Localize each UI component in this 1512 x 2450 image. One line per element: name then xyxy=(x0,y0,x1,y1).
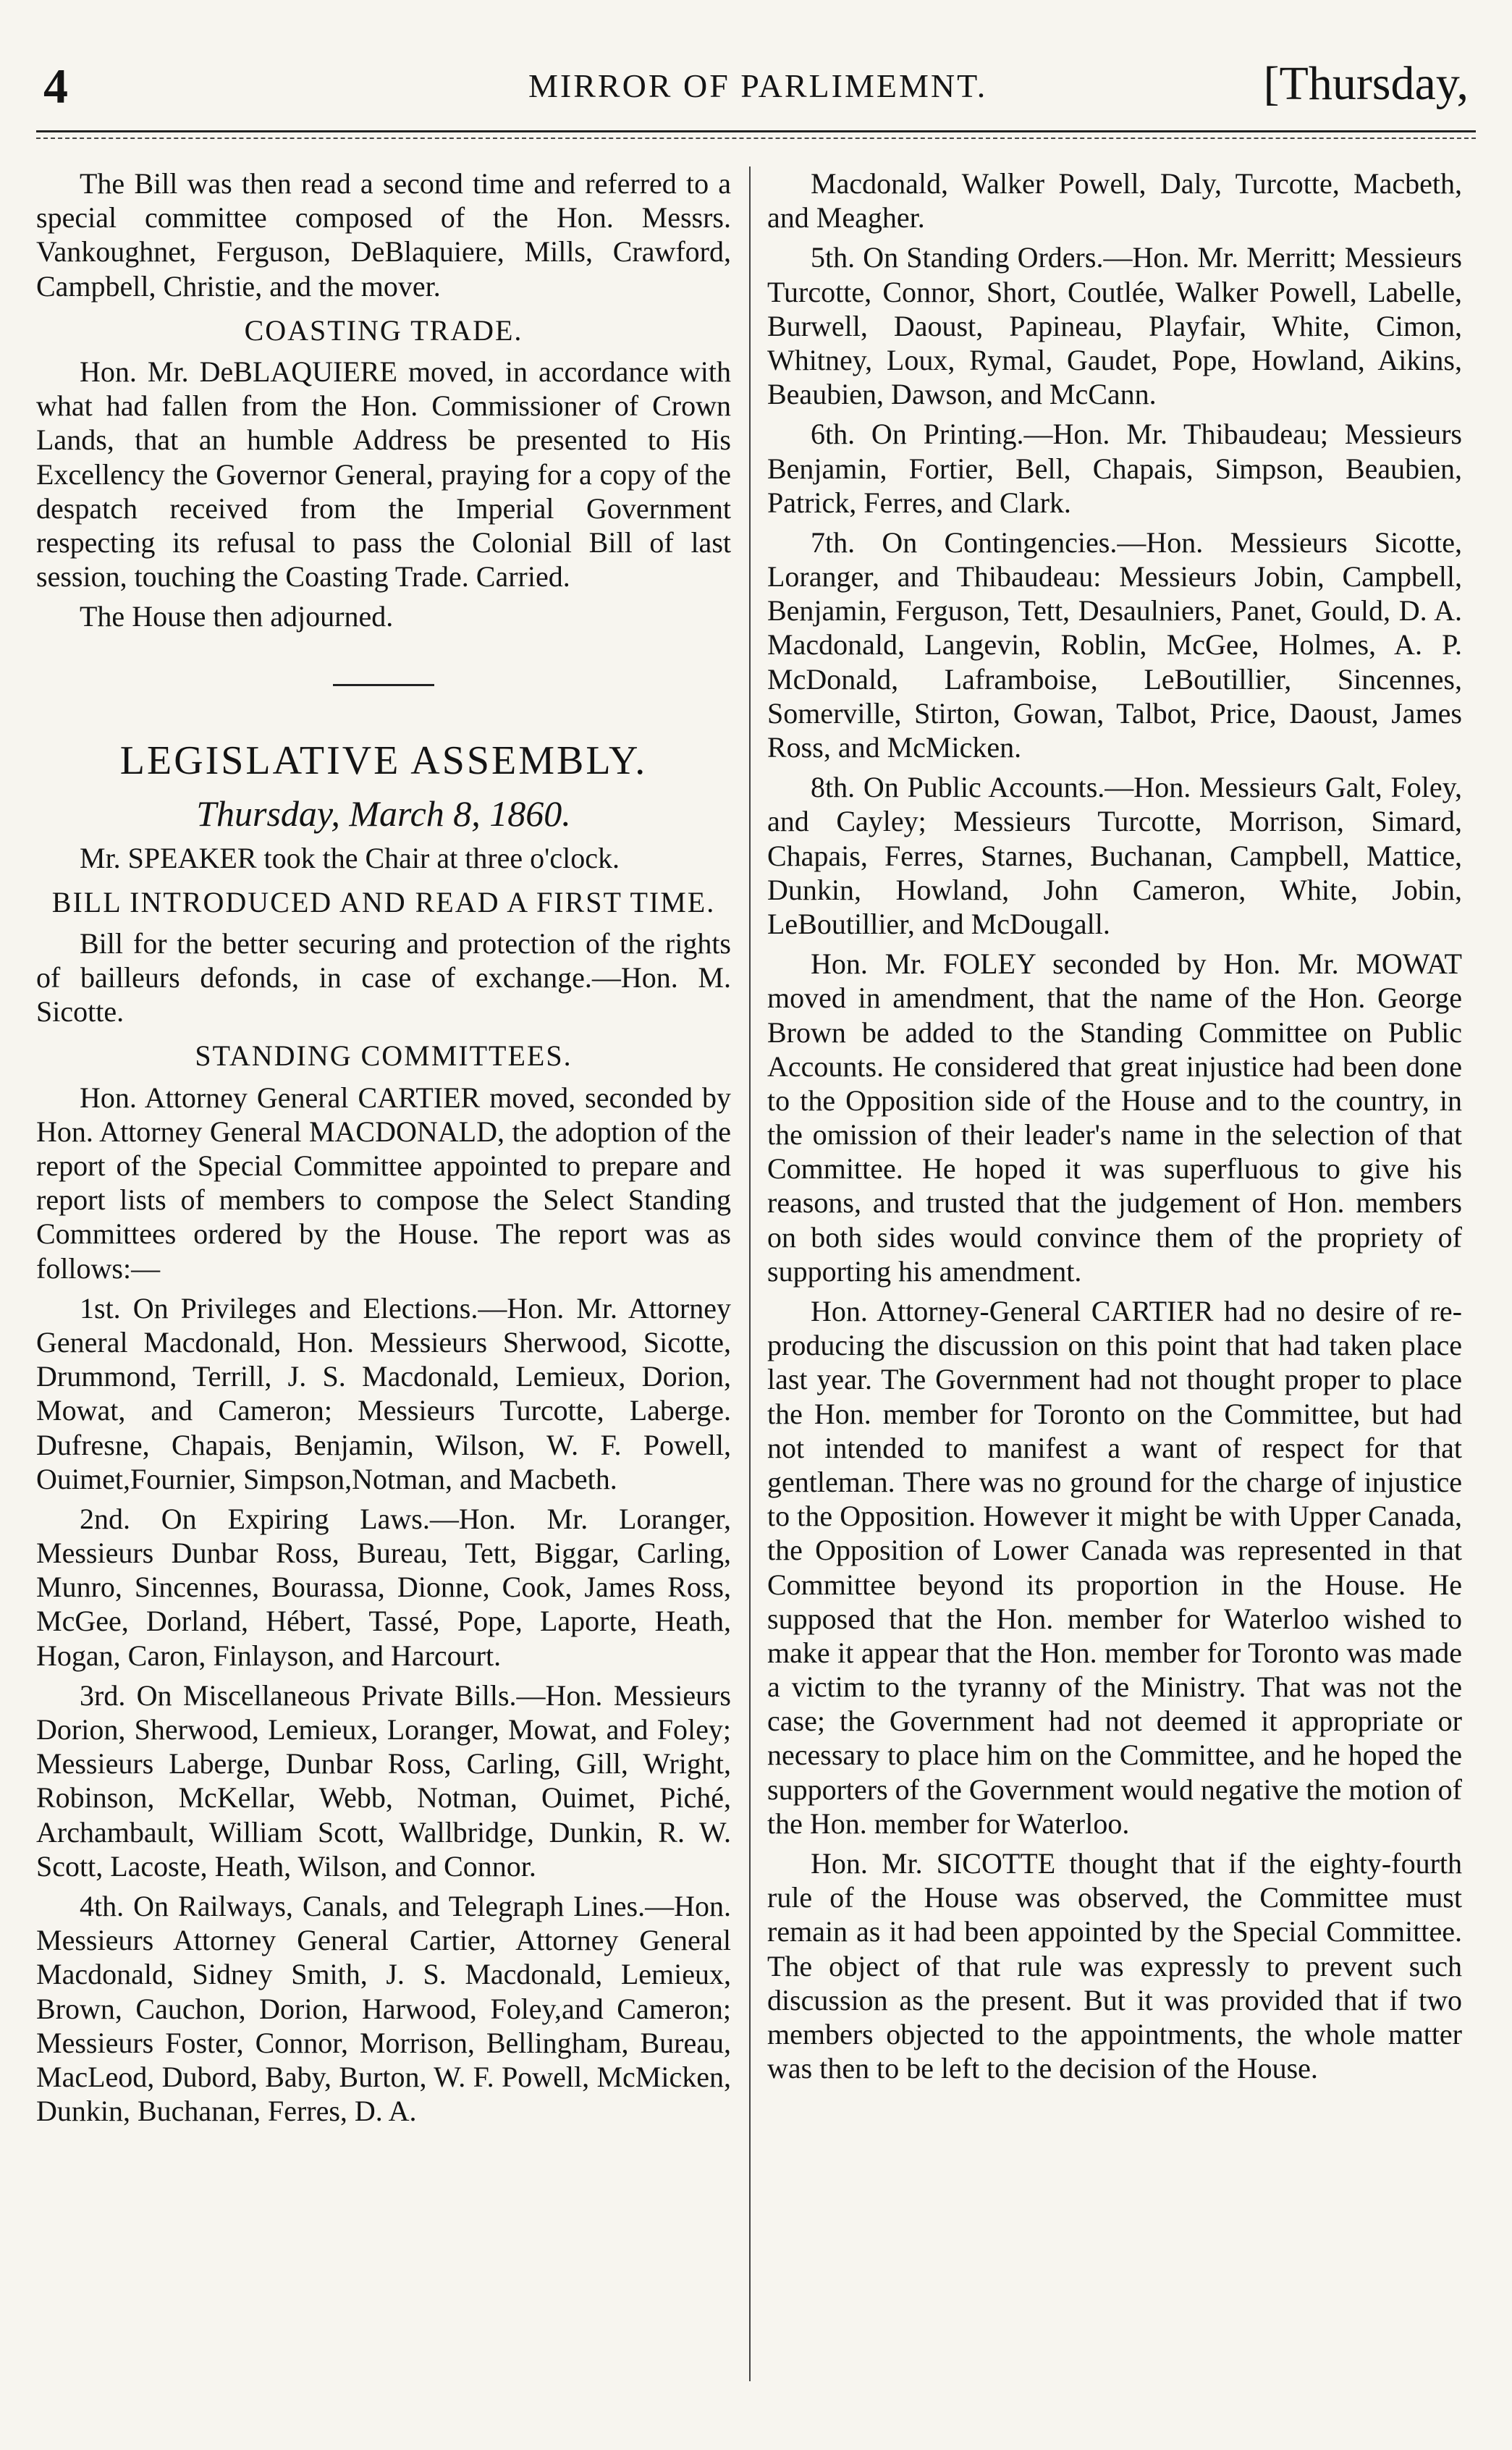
paragraph: Mr. SPEAKER took the Chair at three o'clock. xyxy=(80,841,620,874)
page-header xyxy=(36,51,1476,132)
paragraph: Hon. Attorney General CARTIER moved, seconded by Hon. Attorney General MACDONALD, the adoption of the report of the Special Committee appointed to prepare and report lists of members to compose the Select Standing Committees ordered by the House. The report was as follows:— xyxy=(36,1081,731,1285)
publication-title: MIRROR OF PARLIMEMNT. xyxy=(528,67,988,104)
paragraph: 6th. On Printing.—Hon. Mr. Thibaudeau; Messieurs Benjamin, Fortier, Bell, Chapais, Simpson, Beaubien, Patrick, Ferres, and Clark. xyxy=(767,418,1462,519)
right-column xyxy=(767,166,1462,2091)
page-number: 4 xyxy=(43,59,68,114)
section-heading: COASTING TRADE. xyxy=(244,313,523,347)
paragraph: Bill for the better securing and protection of the rights of bailleurs defonds, in case of exchange.—Hon. M. Sicotte. xyxy=(36,926,731,1028)
short-rule xyxy=(333,684,434,686)
paragraph: 2nd. On Expiring Laws.—Hon. Mr. Loranger, Messieurs Dunbar Ross, Bureau, Tett, Biggar, Carling, Munro, Sincennes, Bourassa, Dionne, Cook, James Ross, McGee, Dorland, Hébert, Tassé, Pope, Laporte, Heath, Hogan, Caron, Finlayson, and Harcourt. xyxy=(36,1502,731,1672)
paragraph: 3rd. On Miscellaneous Private Bills.—Hon. Messieurs Dorion, Sherwood, Lemieux, Loranger, Mowat, and Foley; Messieurs Laberge, Dunbar Ross, Carling, Gill, Wright, Robinson, McKellar, Webb, Notman, Ouimet, Piché, Archambault, William Scott, Wallbridge, Dunkin, R. W. Scott, Lacoste, Heath, Wilson, and Connor. xyxy=(36,1678,731,1883)
paragraph: 4th. On Railways, Canals, and Telegraph Lines.—Hon. Messieurs Attorney General Cartier, Attorney General Macdonald, Sidney Smith, J. S. Macdonald, Lemieux, Brown, Cauchon, Dorion, Harwood, Foley,and Cameron; Messieurs Foster, Connor, Morrison, Bellingham, Bureau, MacLeod, Dubord, Baby, Burton, W. F. Powell, McMicken, Dunkin, Buchanan, Ferres, D. A. xyxy=(36,1889,731,2128)
paragraph: Hon. Mr. FOLEY seconded by Hon. Mr. MOWAT moved in amendment, that the name of the Hon. George Brown be added to the Standing Committee on Public Accounts. He considered that great injustice had been done to the Opposition side of the House and to the country, in the omission of their leader's name in the selection of that Committee. He hoped it was superfluous to give his reasons, and trusted that the judgement of Hon. members on both sides would convince them of the propriety of supporting his amendment. xyxy=(767,947,1462,1288)
page xyxy=(36,29,1476,2417)
paragraph: Hon. Mr. SICOTTE thought that if the eighty-fourth rule of the House was observed, the Committee must remain as it had been appointed by the Special Committee. The object of that rule was expressly to prevent such discussion as the present. But it was provided that if two members objected to the appointments, the whole matter was then to be left to the decision of the House. xyxy=(767,1847,1462,2085)
section-heading: STANDING COMMITTEES. xyxy=(195,1039,573,1073)
paragraph: 1st. On Privileges and Elections.—Hon. Mr. Attorney General Macdonald, Hon. Messieurs Sherwood, Sicotte, Drummond, Terrill, J. S. Macdonald, Lemieux, Dorion, Mowat, and Cameron; Messieurs Turcotte, Laberge. Dufresne, Chapais, Benjamin, Wilson, W. F. Powell, Ouimet,Fournier, Simpson,Notman, and Macbeth. xyxy=(36,1291,731,1495)
assembly-heading: LEGISLATIVE ASSEMBLY. xyxy=(119,738,648,784)
header-rule xyxy=(36,138,1476,139)
header-day: [Thursday, xyxy=(1263,57,1469,110)
left-column xyxy=(36,166,731,2134)
paragraph: 8th. On Public Accounts.—Hon. Messieurs Galt, Foley, and Cayley; Messieurs Turcotte, Morrison, Simard, Chapais, Ferres, Starnes, Buchanan, Campbell, Mattice, Dunkin, Howland, John Cameron, White, Jobin, LeBoutillier, and McDougall. xyxy=(767,771,1462,940)
paragraph: Macdonald, Walker Powell, Daly, Turcotte, Macbeth, and Meagher. xyxy=(767,167,1462,235)
paragraph: Hon. Attorney-General CARTIER had no desire of re-producing the discussion on this point that had taken place last year. The Government had not thought proper to place the Hon. member for Toronto on the Committee, but had not intended to manifest a want of respect for that gentleman. There was no ground for the charge of injustice to the Opposition. However it might be with Upper Canada, the Opposition of Lower Canada was represented in that Committee beyond its proportion in the House. He supposed that the Hon. member for Waterloo wished to make it appear that the Hon. member for Toronto was made a victim to the tyranny of the Ministry. That was not the case; the Government had not deemed it appropriate or necessary to place him on the Committee, and he hoped the supporters of the Government would negative the motion of the Hon. member for Waterloo. xyxy=(767,1295,1462,1840)
date-line: Thursday, March 8, 1860. xyxy=(196,793,571,834)
column-divider xyxy=(749,166,751,2381)
paragraph: The Bill was then read a second time and referred to a special committee composed of the Hon. Messrs. Vankoughnet, Ferguson, DeBlaquiere, Mills, Crawford, Campbell, Christie, and the mover. xyxy=(36,167,731,303)
section-heading: BILL INTRODUCED AND READ A FIRST TIME. xyxy=(51,885,716,918)
paragraph: The House then adjourned. xyxy=(80,600,394,633)
paragraph: 7th. On Contingencies.—Hon. Messieurs Sicotte, Loranger, and Thibaudeau: Messieurs Jobin, Campbell, Benjamin, Ferguson, Tett, Desaulniers, Panet, Gould, D. A. Macdonald, Langevin, Roblin, McGee, Holmes, A. P. McDonald, Laframboise, LeBoutillier, Sincennes, Somerville, Stirton, Gowan, Talbot, Price, Daoust, James Ross, and McMicken. xyxy=(767,525,1462,764)
paragraph: Hon. Mr. DeBLAQUIERE moved, in accordance with what had fallen from the Hon. Commissioner of Crown Lands, that an humble Address be presented to His Excellency the Governor General, praying for a copy of the despatch received from the Imperial Government respecting its refusal to pass the Colonial Bill of last session, touching the Coasting Trade. Carried. xyxy=(36,355,731,594)
paragraph: 5th. On Standing Orders.—Hon. Mr. Merritt; Messieurs Turcotte, Connor, Short, Coutlée, Walker Powell, Labelle, Burwell, Daoust, Papineau, Playfair, White, Cimon, Whitney, Loux, Rymal, Gaudet, Pope, Howland, Aikins, Beaubien, Dawson, and McCann. xyxy=(767,241,1462,411)
